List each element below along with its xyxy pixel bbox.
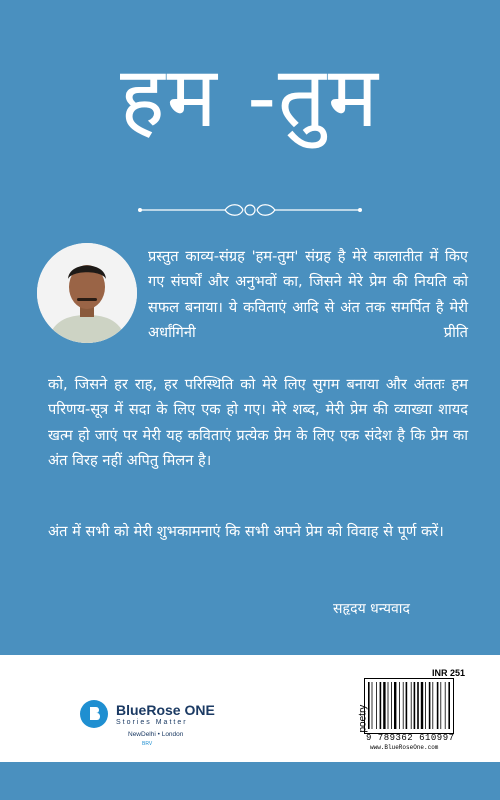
body-paragraph: को, जिसने हर राह, हर परिस्थिति को मेरे लिए सुगम बनाया और अंततः हम परिणय-सूत्र में सदा के लिए एक हो गए। मेरे शब्द, मेरी प्रेम की व्याख्या शायद खत्म हो जाएं पर मेरी यह कविताएं प्रत्येक प्रेम के लिए एक संदेश है कि प्रेम का अंत विरह नहीं अपितु मिलन है। xyxy=(48,376,468,470)
intro-paragraph: प्रस्तुत काव्य-संग्रह 'हम-तुम' संग्रह है मेरे कालातीत में किए गए संघर्षों और अनुभवों का, जिसने मेरे प्रेम की नियति को सफल बनाया। ये कविताएं आदि से अंत तक समर्पित है मेरी अर्धांगिनी प्रीति xyxy=(148,248,468,342)
book-title: हम -तुम xyxy=(119,48,381,146)
publisher-locations: NewDelhi • London xyxy=(128,731,184,738)
publisher-name: BlueRose ONE xyxy=(116,702,215,718)
publisher-sub-label: BRV xyxy=(142,741,153,747)
isbn-number: 9 789362 610997 xyxy=(366,733,455,743)
publisher-website: www.BlueRoseOne.com xyxy=(370,744,439,751)
barcode xyxy=(364,678,454,734)
publisher-logo-icon xyxy=(80,700,108,728)
publisher-tagline: Stories Matter xyxy=(116,719,188,726)
closing-paragraph: अंत में सभी को मेरी शुभकामनाएं कि सभी अपने प्रेम को विवाह से पूर्ण करें। xyxy=(48,523,444,540)
ornament-divider xyxy=(135,200,365,220)
author-photo xyxy=(37,243,137,343)
thanks-signature: सहृदय धन्यवाद xyxy=(333,601,410,617)
genre-label: poetry xyxy=(357,704,369,733)
price-label: INR 251 xyxy=(432,668,466,678)
bottom-blue-strip xyxy=(0,762,500,800)
